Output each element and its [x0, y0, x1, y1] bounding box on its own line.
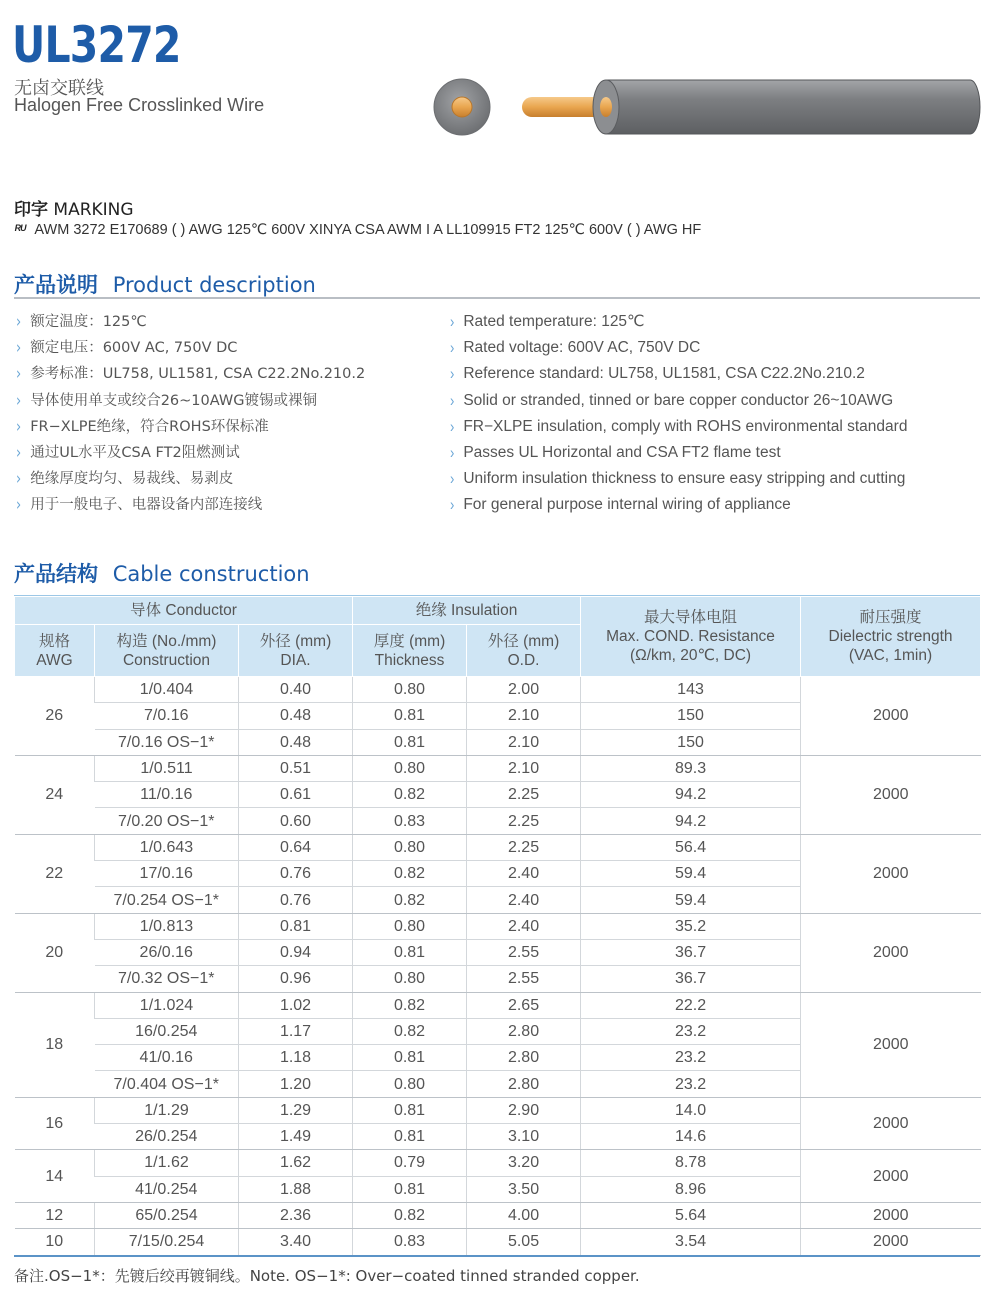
table-row [15, 1097, 981, 1123]
cell-dia: 1.49 [239, 1124, 353, 1150]
product-description-heading [14, 269, 316, 299]
cell-construction: 16/0.254 [95, 1018, 239, 1044]
cell-thickness: 0.81 [353, 1176, 467, 1202]
description-cn-item [16, 466, 365, 492]
description-cn-item-text: 用于一般电子、电器设备内部连接线 [30, 497, 263, 514]
cell-awg: 16 [15, 1097, 95, 1150]
cell-dia: 0.76 [239, 887, 353, 913]
table-row [15, 992, 981, 1018]
cell-thickness: 0.81 [353, 1045, 467, 1071]
cell-construction: 1/1.024 [95, 992, 239, 1018]
chevron-right-icon: › [16, 391, 22, 411]
description-en-item-text: Uniform insulation thickness to ensure easy stripping and cutting [463, 470, 906, 488]
header-construction-cn: 构造 (No./mm) [116, 632, 217, 650]
cell-awg: 20 [15, 913, 95, 992]
table-row [15, 1202, 981, 1228]
header-dia-cn: 外径 (mm) [259, 632, 332, 650]
description-cn-item-text: 通过UL水平及CSA FT2阻燃测试 [30, 444, 240, 461]
description-cn-item [16, 388, 365, 414]
description-en-item [450, 388, 907, 414]
header-dielectric-en: Dielectric strength [828, 628, 953, 645]
cell-dia: 0.76 [239, 861, 353, 887]
header-od [467, 625, 581, 677]
cell-thickness: 0.80 [353, 834, 467, 860]
cell-od: 2.80 [467, 1018, 581, 1044]
cell-od: 2.25 [467, 808, 581, 834]
description-cn-item [16, 361, 365, 387]
description-en-item-text: Rated voltage: 600V AC, 750V DC [463, 339, 701, 357]
product-name-en: Halogen Free Crosslinked Wire [14, 95, 265, 115]
cell-construction: 7/0.20 OS−1* [95, 808, 239, 834]
cell-dia: 0.81 [239, 913, 353, 939]
description-en-item [450, 466, 907, 492]
cell-dia: 0.40 [239, 677, 353, 703]
cell-dia: 1.20 [239, 1071, 353, 1097]
cell-dielectric: 2000 [801, 1150, 981, 1203]
cell-od: 2.40 [467, 887, 581, 913]
cell-dia: 1.17 [239, 1018, 353, 1044]
cell-dielectric: 2000 [801, 913, 981, 992]
cable-construction-heading [14, 558, 310, 588]
cell-dia: 1.29 [239, 1097, 353, 1123]
cell-resistance: 5.64 [581, 1202, 801, 1228]
header-dielectric-cn: 耐压强度 [859, 609, 922, 626]
cell-awg: 24 [15, 755, 95, 834]
cell-construction: 1/0.511 [95, 755, 239, 781]
cell-awg: 12 [15, 1202, 95, 1228]
cell-construction: 41/0.16 [95, 1045, 239, 1071]
cell-od: 2.80 [467, 1071, 581, 1097]
footnote: 备注.OS−1*：先镀后绞再镀铜线。Note. OS−1*: Over−coated tinned stranded copper. [14, 1267, 640, 1285]
table-row [15, 677, 981, 703]
cell-dia: 0.48 [239, 729, 353, 755]
cell-construction: 7/0.16 OS−1* [95, 729, 239, 755]
chevron-right-icon: › [450, 416, 455, 436]
description-cn-item [16, 440, 365, 466]
cell-dia: 0.61 [239, 782, 353, 808]
cell-dielectric: 2000 [801, 755, 981, 834]
header-conductor: 导体 Conductor [15, 597, 353, 625]
header-dielectric [801, 597, 981, 677]
cell-resistance: 56.4 [581, 834, 801, 860]
cell-resistance: 36.7 [581, 939, 801, 965]
cell-dia: 3.40 [239, 1229, 353, 1255]
table-row [15, 1229, 981, 1255]
cell-resistance: 14.6 [581, 1124, 801, 1150]
cell-construction: 26/0.254 [95, 1124, 239, 1150]
product-name-cn: 无卤交联线 [14, 78, 104, 99]
description-title-en: Product description [112, 273, 316, 297]
cell-od: 3.20 [467, 1150, 581, 1176]
cell-dia: 1.88 [239, 1176, 353, 1202]
description-cn-item [16, 309, 365, 335]
chevron-right-icon: › [450, 363, 455, 384]
cell-dielectric: 2000 [801, 677, 981, 756]
cell-awg: 26 [15, 677, 95, 756]
cell-resistance: 59.4 [581, 887, 801, 913]
cell-construction: 65/0.254 [95, 1202, 239, 1228]
cell-thickness: 0.81 [353, 729, 467, 755]
cell-thickness: 0.80 [353, 755, 467, 781]
cell-od: 5.05 [467, 1229, 581, 1255]
cell-construction: 1/0.813 [95, 913, 239, 939]
header-insulation: 绝缘 Insulation [353, 597, 581, 625]
product-model-title: UL3272 [12, 16, 181, 74]
header-awg-cn: 规格 [38, 632, 70, 650]
cell-od: 2.55 [467, 939, 581, 965]
cell-awg: 22 [15, 834, 95, 913]
cell-od: 2.25 [467, 782, 581, 808]
construction-title-en: Cable construction [112, 562, 310, 586]
cell-dielectric: 2000 [801, 1097, 981, 1150]
cell-od: 2.80 [467, 1045, 581, 1071]
chevron-right-icon: › [450, 468, 455, 489]
cell-thickness: 0.81 [353, 1124, 467, 1150]
table-row [15, 834, 981, 860]
marking-label [14, 195, 134, 220]
cell-construction: 1/0.404 [95, 677, 239, 703]
description-cn-item-text: 绝缘厚度均匀、易裁线、易剥皮 [30, 471, 234, 488]
chevron-right-icon: › [450, 337, 455, 358]
cell-dielectric: 2000 [801, 992, 981, 1097]
chevron-right-icon: › [16, 364, 22, 385]
chevron-right-icon: › [16, 417, 22, 437]
cell-construction: 7/0.32 OS−1* [95, 966, 239, 992]
cell-dielectric: 2000 [801, 834, 981, 913]
cell-resistance: 94.2 [581, 808, 801, 834]
marking-label-cn: 印字 [14, 200, 48, 220]
cell-awg: 10 [15, 1229, 95, 1255]
table-row [15, 913, 981, 939]
chevron-right-icon: › [16, 312, 22, 333]
cell-resistance: 59.4 [581, 861, 801, 887]
description-list-cn [16, 309, 365, 519]
header-od-cn: 外径 (mm) [487, 632, 560, 650]
description-cn-item-text: 额定电压：600V AC, 750V DC [30, 340, 238, 357]
cell-resistance: 94.2 [581, 782, 801, 808]
cable-side-view [522, 80, 980, 134]
description-en-item-text: Solid or stranded, tinned or bare copper conductor 26~10AWG [463, 391, 894, 409]
chevron-right-icon: › [450, 494, 455, 515]
cell-construction: 1/1.29 [95, 1097, 239, 1123]
cell-construction: 1/0.643 [95, 834, 239, 860]
description-en-item [450, 309, 907, 335]
header-construction-en: Construction [122, 651, 210, 669]
header-dielectric-unit: (VAC, 1min) [848, 647, 933, 664]
header-resistance-unit: (Ω/km, 20℃, DC) [629, 647, 752, 664]
cell-resistance: 150 [581, 729, 801, 755]
header-resistance-en: Max. COND. Resistance [606, 628, 775, 645]
description-en-item [450, 414, 907, 440]
construction-table-body [15, 677, 981, 1256]
cell-awg: 14 [15, 1150, 95, 1203]
header-awg [15, 625, 95, 677]
cell-thickness: 0.79 [353, 1150, 467, 1176]
chevron-right-icon: › [16, 495, 22, 516]
cell-thickness: 0.82 [353, 887, 467, 913]
header-thickness-en: Thickness [374, 651, 445, 669]
cell-od: 2.00 [467, 677, 581, 703]
cell-thickness: 0.80 [353, 1071, 467, 1097]
chevron-right-icon: › [450, 390, 455, 410]
cell-od: 2.10 [467, 703, 581, 729]
cell-resistance: 8.78 [581, 1150, 801, 1176]
cable-illustration [430, 70, 985, 140]
cell-thickness: 0.82 [353, 782, 467, 808]
cell-od: 2.55 [467, 966, 581, 992]
description-en-item [450, 492, 907, 518]
marking-line [14, 222, 701, 238]
cell-thickness: 0.80 [353, 966, 467, 992]
header-dia-en: DIA. [280, 651, 311, 669]
description-cn-item-text: FR−XLPE绝缘，符合ROHS环保标准 [30, 418, 269, 435]
cell-thickness: 0.81 [353, 703, 467, 729]
header-construction [95, 625, 239, 677]
cell-awg: 18 [15, 992, 95, 1097]
cell-resistance: 23.2 [581, 1018, 801, 1044]
cell-construction: 7/15/0.254 [95, 1229, 239, 1255]
description-cn-item [16, 414, 365, 440]
header-resistance [581, 597, 801, 677]
cell-dia: 0.96 [239, 966, 353, 992]
cell-dia: 0.51 [239, 755, 353, 781]
cell-od: 2.10 [467, 755, 581, 781]
cell-dia: 1.02 [239, 992, 353, 1018]
description-cn-item [16, 335, 365, 361]
description-en-item [450, 361, 907, 387]
cell-construction: 1/1.62 [95, 1150, 239, 1176]
marking-label-en: MARKING [53, 200, 134, 220]
cell-thickness: 0.83 [353, 808, 467, 834]
description-en-item-text: For general purpose internal wiring of appliance [463, 496, 791, 514]
cell-construction: 7/0.404 OS−1* [95, 1071, 239, 1097]
cell-od: 3.10 [467, 1124, 581, 1150]
chevron-right-icon: › [16, 443, 22, 464]
cell-dia: 1.18 [239, 1045, 353, 1071]
description-en-item-text: FR−XLPE insulation, comply with ROHS environmental standard [463, 417, 908, 435]
cell-thickness: 0.81 [353, 1097, 467, 1123]
cell-resistance: 3.54 [581, 1229, 801, 1255]
cell-construction: 7/0.254 OS−1* [95, 887, 239, 913]
cell-construction: 26/0.16 [95, 939, 239, 965]
marking-text: AWM 3272 E170689 ( ) AWG 125℃ 600V XINYA CSA AWM I A LL109915 FT2 125℃ 600V ( ) AWG HF [34, 222, 702, 238]
description-cn-item [16, 492, 365, 518]
description-en-item-text: Passes UL Horizontal and CSA FT2 flame test [463, 443, 781, 461]
description-en-item-text: Rated temperature: 125℃ [463, 313, 645, 330]
header-awg-en: AWG [36, 651, 73, 669]
cell-dia: 2.36 [239, 1202, 353, 1228]
table-bottom-border [14, 1255, 980, 1257]
cell-construction: 41/0.254 [95, 1176, 239, 1202]
cell-dielectric: 2000 [801, 1229, 981, 1255]
cell-dia: 0.64 [239, 834, 353, 860]
cell-resistance: 36.7 [581, 966, 801, 992]
cell-resistance: 23.2 [581, 1071, 801, 1097]
description-title-cn: 产品说明 [14, 273, 98, 297]
cable-cross-section [434, 79, 490, 135]
cell-construction: 7/0.16 [95, 703, 239, 729]
cell-thickness: 0.82 [353, 1018, 467, 1044]
cell-od: 4.00 [467, 1202, 581, 1228]
cell-resistance: 22.2 [581, 992, 801, 1018]
header-resistance-cn: 最大导体电阻 [644, 609, 738, 626]
cell-resistance: 35.2 [581, 913, 801, 939]
description-cn-item-text: 参考标准：UL758, UL1581, CSA C22.2No.210.2 [30, 366, 366, 383]
header-thickness [353, 625, 467, 677]
cell-od: 3.50 [467, 1176, 581, 1202]
header-od-en: O.D. [507, 651, 540, 669]
cell-od: 2.25 [467, 834, 581, 860]
description-cn-item-text: 额定温度：125℃ [30, 314, 147, 330]
header-dia [239, 625, 353, 677]
chevron-right-icon: › [450, 442, 455, 463]
chevron-right-icon: › [16, 338, 22, 359]
table-row [15, 1150, 981, 1176]
description-cn-item-text: 导体使用单支或绞合26~10AWG镀锡或裸铜 [30, 392, 317, 409]
cell-dia: 0.60 [239, 808, 353, 834]
chevron-right-icon: › [450, 311, 455, 332]
cell-construction: 17/0.16 [95, 861, 239, 887]
description-en-item-text: Reference standard: UL758, UL1581, CSA C22.2No.210.2 [463, 365, 865, 383]
table-row [15, 755, 981, 781]
cell-resistance: 8.96 [581, 1176, 801, 1202]
section-divider [14, 297, 980, 299]
cell-dia: 0.48 [239, 703, 353, 729]
cell-od: 2.90 [467, 1097, 581, 1123]
cell-resistance: 150 [581, 703, 801, 729]
cell-od: 2.65 [467, 992, 581, 1018]
description-list-en [450, 309, 907, 519]
cell-thickness: 0.83 [353, 1229, 467, 1255]
construction-title-cn: 产品结构 [14, 562, 98, 586]
cell-dia: 0.94 [239, 939, 353, 965]
cell-od: 2.40 [467, 861, 581, 887]
cell-resistance: 143 [581, 677, 801, 703]
description-en-item [450, 440, 907, 466]
cell-construction: 11/0.16 [95, 782, 239, 808]
cell-dia: 1.62 [239, 1150, 353, 1176]
cell-resistance: 23.2 [581, 1045, 801, 1071]
cell-resistance: 14.0 [581, 1097, 801, 1123]
cell-resistance: 89.3 [581, 755, 801, 781]
cell-thickness: 0.82 [353, 861, 467, 887]
cell-dielectric: 2000 [801, 1202, 981, 1228]
cell-thickness: 0.81 [353, 939, 467, 965]
cell-thickness: 0.82 [353, 1202, 467, 1228]
description-en-item [450, 335, 907, 361]
header-thickness-cn: 厚度 (mm) [373, 632, 446, 650]
cell-thickness: 0.80 [353, 677, 467, 703]
construction-table [14, 596, 981, 1256]
cell-thickness: 0.80 [353, 913, 467, 939]
cell-od: 2.40 [467, 913, 581, 939]
cell-thickness: 0.82 [353, 992, 467, 1018]
cell-od: 2.10 [467, 729, 581, 755]
ul-recognized-icon: ᴿᵁ [14, 222, 26, 237]
chevron-right-icon: › [16, 469, 22, 490]
